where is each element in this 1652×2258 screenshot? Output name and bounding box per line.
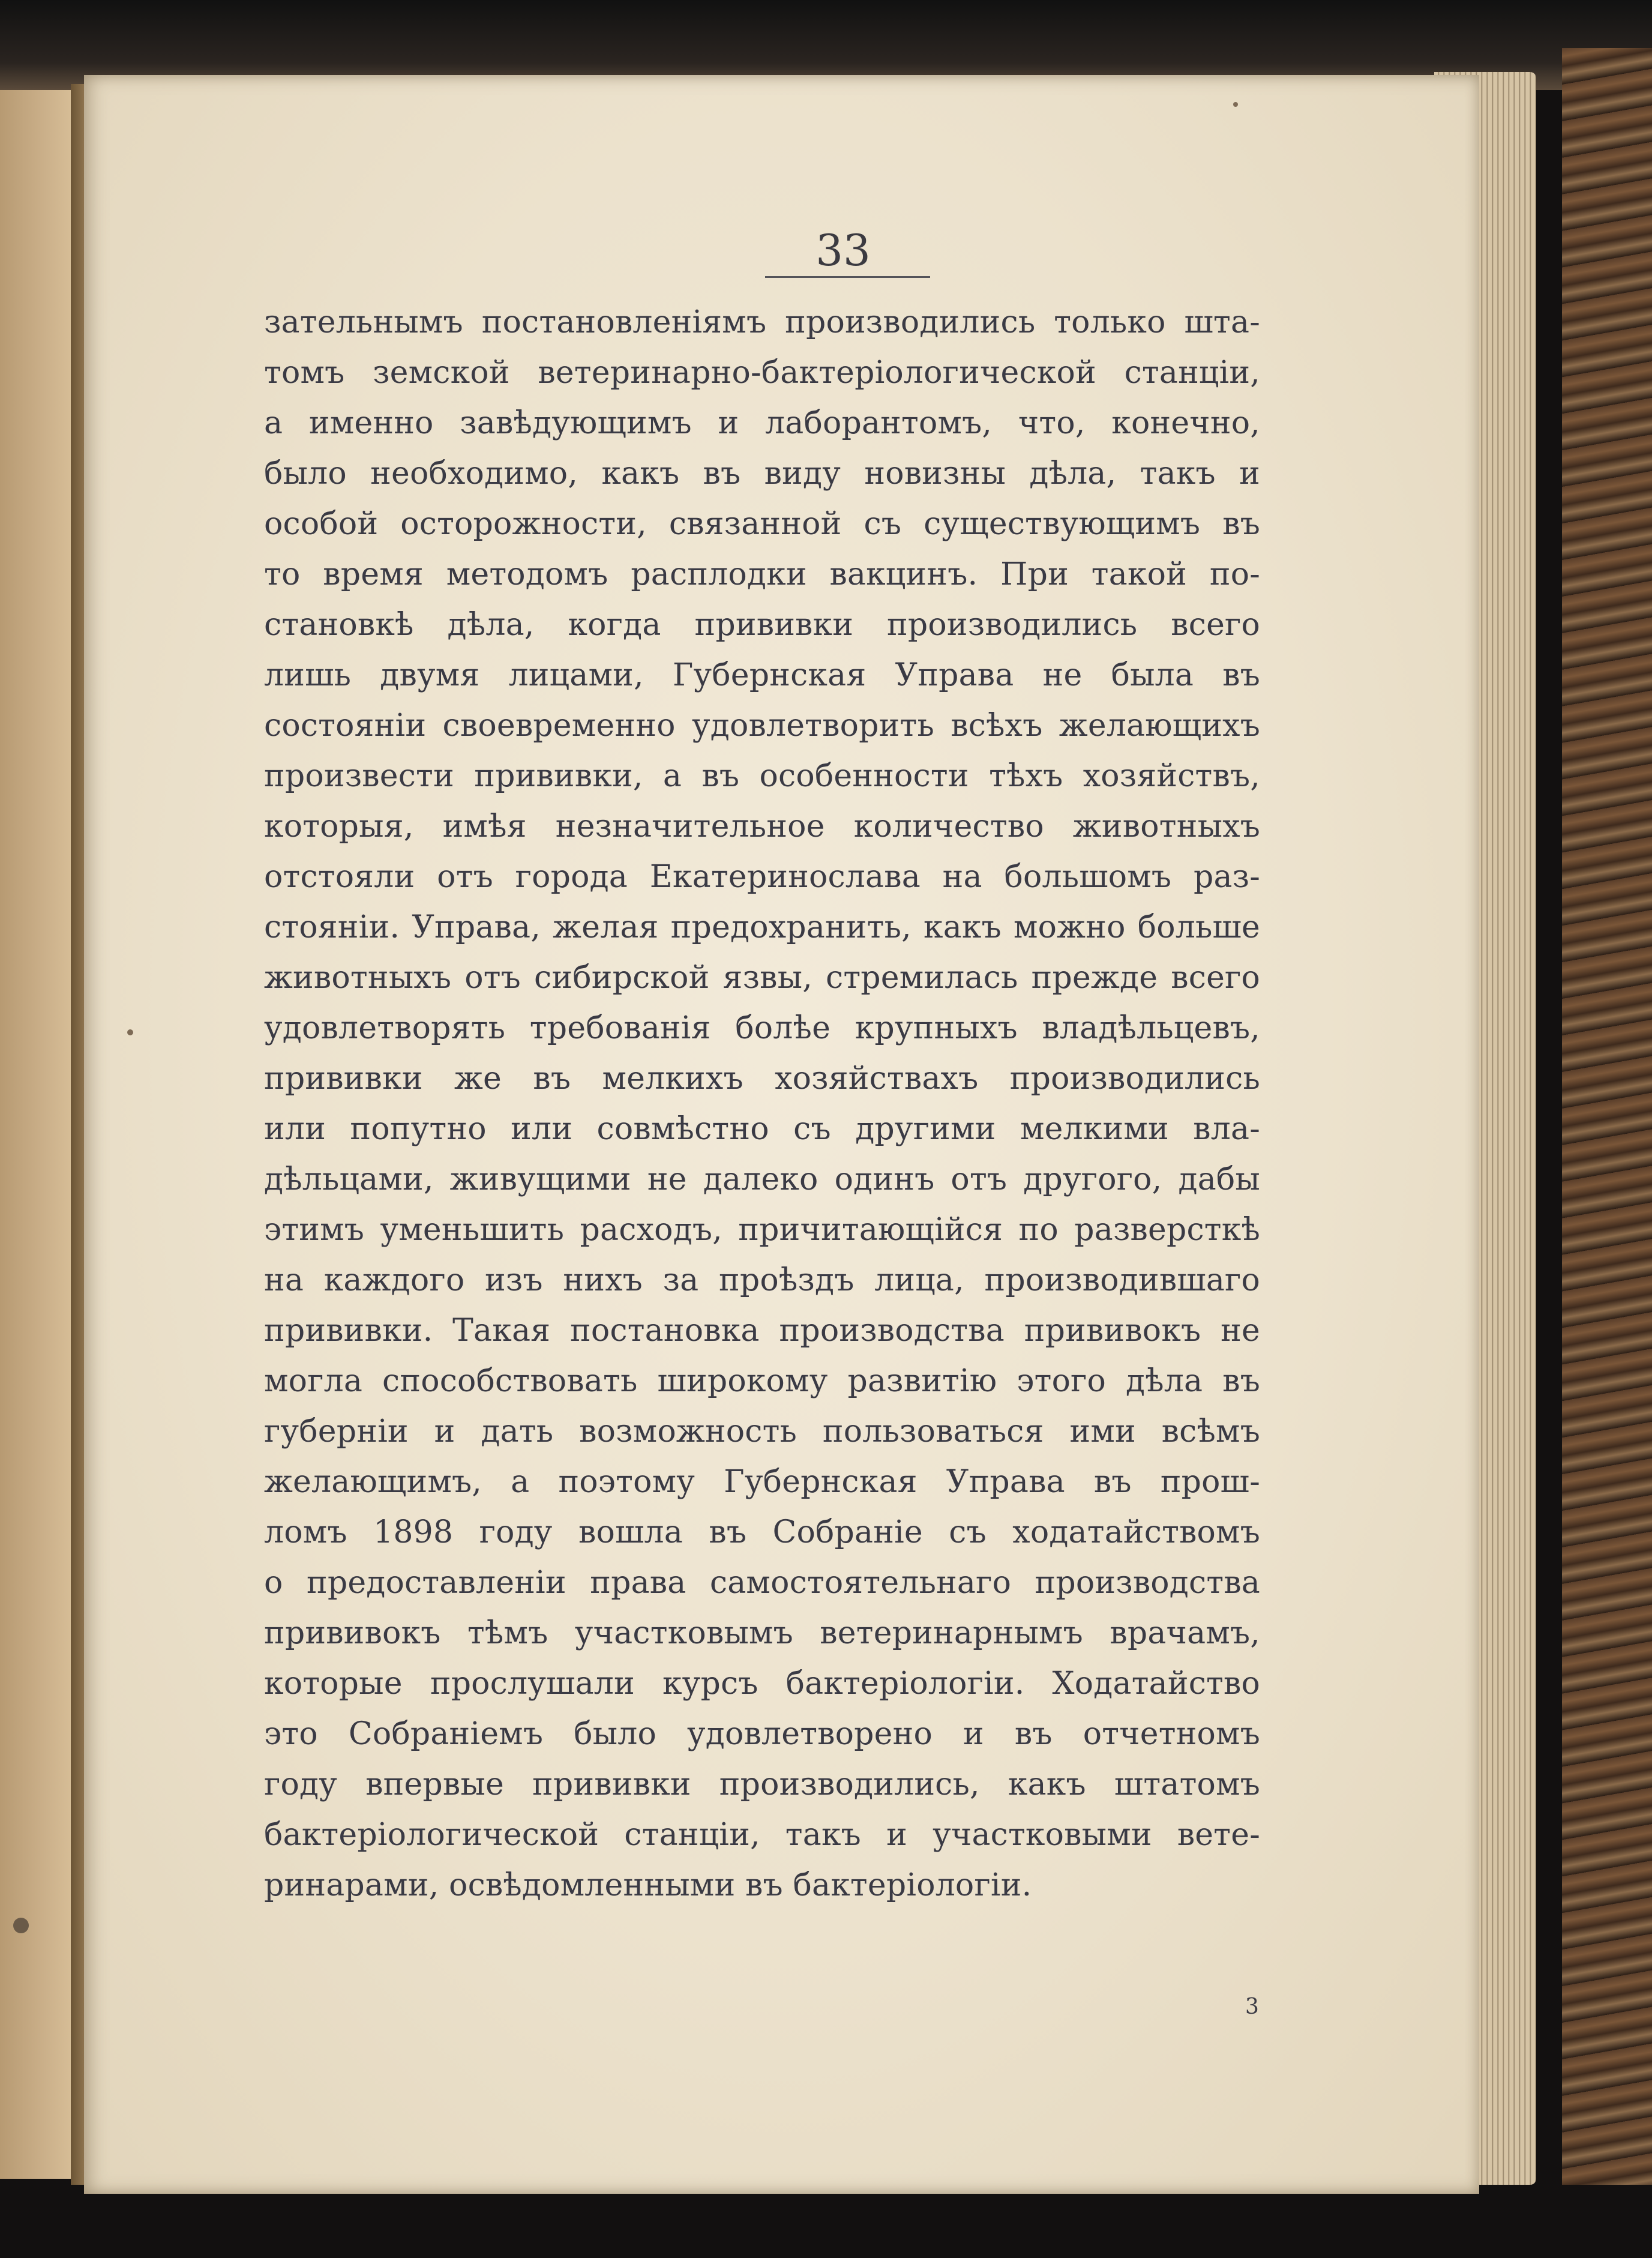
paper-speck	[13, 1918, 29, 1933]
text-line: губерніи и дать возможность пользоваться ими всѣмъ	[264, 1414, 1260, 1450]
text-line: зательнымъ постановленіямъ производились только шта-	[264, 304, 1260, 340]
text-line: а именно завѣдующимъ и лаборантомъ, что, конечно,	[264, 405, 1260, 441]
text-line: удовлетворять требованія болѣе крупныхъ владѣльцевъ,	[264, 1010, 1260, 1046]
signature-mark: 3	[1245, 1995, 1259, 2019]
text-line: которые прослушали курсъ бактеріологіи. Ходатайство	[264, 1666, 1260, 1702]
text-line: то время методомъ расплодки вакцинъ. При такой по-	[264, 556, 1260, 592]
text-line: могла способствовать широкому развитію этого дѣла въ	[264, 1363, 1260, 1399]
paper-speck	[127, 1029, 133, 1035]
text-line: на каждого изъ нихъ за проѣздъ лица, производившаго	[264, 1262, 1260, 1298]
text-line: было необходимо, какъ въ виду новизны дѣла, такъ и	[264, 456, 1260, 492]
text-line: стояніи. Управа, желая предохранить, какъ можно больше	[264, 909, 1260, 945]
text-line: произвести прививки, а въ особенности тѣхъ хозяйствъ,	[264, 758, 1260, 794]
text-line: о предоставленіи права самостоятельнаго производства	[264, 1565, 1260, 1601]
text-line: состояніи своевременно удовлетворить всѣхъ желающихъ	[264, 708, 1260, 744]
text-line: этимъ уменьшить расходъ, причитающійся по разверсткѣ	[264, 1212, 1260, 1248]
text-line: прививки же въ мелкихъ хозяйствахъ производились	[264, 1061, 1260, 1097]
previous-page-edge	[0, 90, 75, 2179]
text-line: ринарами, освѣдомленными въ бактеріологіи.	[264, 1867, 1032, 1903]
text-line: отстояли отъ города Екатеринослава на большомъ раз-	[264, 859, 1260, 895]
paper-speck	[1233, 102, 1238, 107]
text-line: желающимъ, а поэтому Губернская Управа въ прош-	[264, 1464, 1260, 1500]
body-text	[264, 297, 1260, 1910]
text-line: это Собраніемъ было удовлетворено и въ отчетномъ	[264, 1716, 1260, 1752]
text-line: становкѣ дѣла, когда прививки производились всего	[264, 607, 1260, 643]
page-number: 33	[815, 225, 871, 275]
text-line: году впервые прививки производились, какъ штатомъ	[264, 1766, 1260, 1802]
marbled-book-edge	[1562, 48, 1652, 2185]
text-line: бактеріологической станціи, такъ и участковыми вете-	[264, 1817, 1260, 1853]
text-line: лишь двумя лицами, Губернская Управа не была въ	[264, 657, 1260, 693]
text-line: или попутно или совмѣстно съ другими мелкими вла-	[264, 1111, 1260, 1147]
text-line: прививокъ тѣмъ участковымъ ветеринарнымъ врачамъ,	[264, 1615, 1260, 1651]
text-line: дѣльцами, живущими не далеко одинъ отъ другого, дабы	[264, 1161, 1260, 1197]
text-line: которыя, имѣя незначительное количество животныхъ	[264, 808, 1260, 844]
text-line: ломъ 1898 году вошла въ Собраніе съ ходатайствомъ	[264, 1514, 1260, 1550]
text-line: особой осторожности, связанной съ существующимъ въ	[264, 506, 1260, 542]
text-line: томъ земской ветеринарно-бактеріологической станціи,	[264, 355, 1260, 391]
text-line: прививки. Такая постановка производства прививокъ не	[264, 1313, 1260, 1349]
page-number-rule	[765, 276, 930, 278]
text-line: животныхъ отъ сибирской язвы, стремилась прежде всего	[264, 960, 1260, 996]
